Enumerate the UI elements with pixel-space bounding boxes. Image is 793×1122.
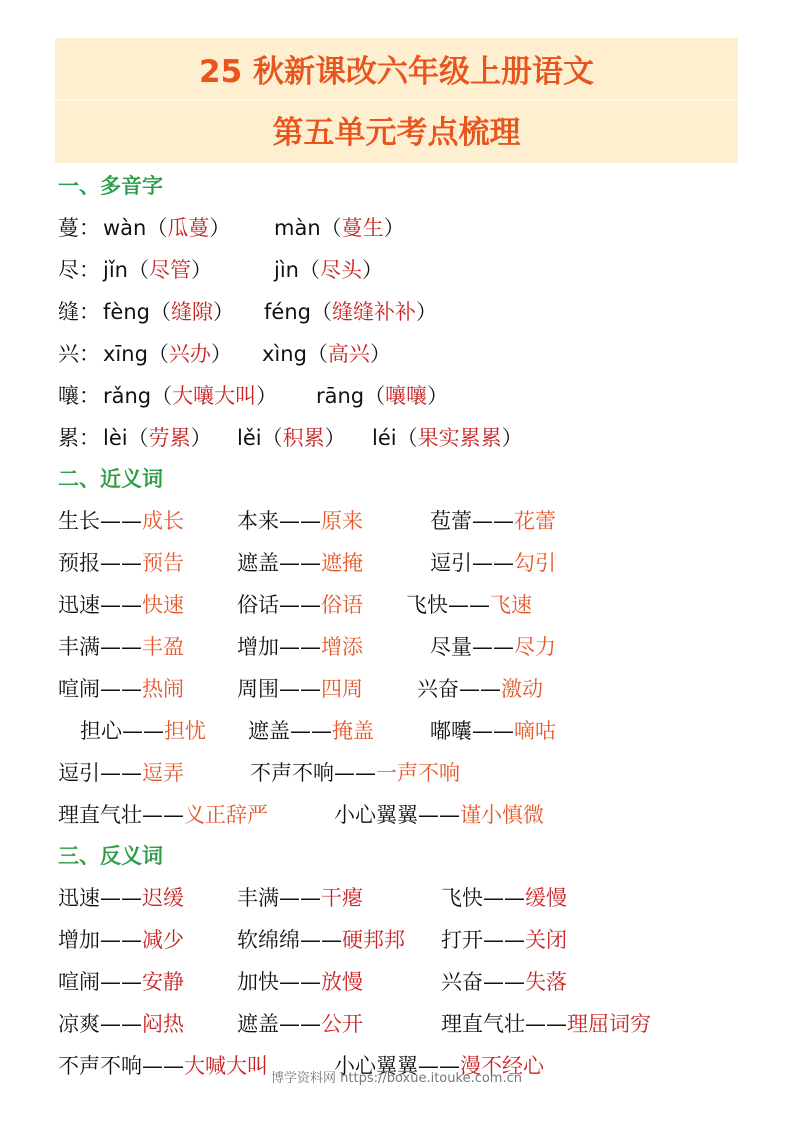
antonym-pair bbox=[441, 1010, 651, 1038]
polyphonic-char-text: 兴 bbox=[58, 342, 79, 366]
example-word: 积累 bbox=[282, 426, 325, 450]
dash: —— bbox=[100, 1012, 142, 1036]
antonym-answer: 关闭 bbox=[525, 928, 567, 952]
example-word: 缝缝补补 bbox=[331, 300, 416, 324]
antonym-answer: 理屈词穷 bbox=[567, 1012, 651, 1036]
dash: —— bbox=[100, 509, 142, 533]
polyphonic-char bbox=[58, 340, 100, 368]
paren-close: ） bbox=[209, 216, 231, 240]
antonym-pair bbox=[237, 884, 363, 912]
pinyin: rāng bbox=[316, 384, 365, 408]
dash: —— bbox=[122, 719, 164, 743]
synonym-pair bbox=[334, 801, 544, 829]
paren-close: ） bbox=[212, 300, 234, 324]
colon: ： bbox=[79, 300, 100, 324]
synonym-pair bbox=[417, 675, 543, 703]
dash: —— bbox=[142, 1054, 184, 1078]
synonym-word: 周围 bbox=[237, 677, 279, 701]
dash: —— bbox=[418, 803, 460, 827]
pinyin: féng bbox=[264, 300, 311, 324]
synonym-pair bbox=[58, 801, 268, 829]
polyphonic-reading bbox=[274, 256, 383, 284]
synonym-answer: 花蕾 bbox=[514, 509, 556, 533]
paren-open: （ bbox=[127, 426, 149, 450]
antonym-pair bbox=[237, 926, 405, 954]
synonym-pair bbox=[430, 549, 556, 577]
synonym-pair bbox=[248, 717, 374, 745]
synonym-word: 遮盖 bbox=[248, 719, 290, 743]
dash: —— bbox=[279, 551, 321, 575]
paren-open: （ bbox=[149, 300, 171, 324]
synonym-pair bbox=[58, 633, 184, 661]
antonym-pair bbox=[441, 926, 567, 954]
synonym-word: 丰满 bbox=[58, 635, 100, 659]
polyphonic-reading bbox=[103, 382, 277, 410]
paren-open: （ bbox=[127, 258, 149, 282]
antonym-word: 迅速 bbox=[58, 886, 100, 910]
synonym-answer: 谨小慎微 bbox=[460, 803, 544, 827]
antonym-word: 丰满 bbox=[237, 886, 279, 910]
synonym-word: 遮盖 bbox=[237, 551, 279, 575]
synonym-word: 小心翼翼 bbox=[334, 803, 418, 827]
synonym-pair bbox=[58, 759, 184, 787]
paren-close: ） bbox=[415, 300, 437, 324]
antonym-pair bbox=[58, 968, 184, 996]
pinyin: lèi bbox=[103, 426, 128, 450]
synonym-pair bbox=[250, 759, 460, 787]
synonym-pair bbox=[406, 591, 532, 619]
antonym-answer: 失落 bbox=[525, 970, 567, 994]
synonym-answer: 四周 bbox=[321, 677, 363, 701]
antonym-word: 喧闹 bbox=[58, 970, 100, 994]
dash: —— bbox=[100, 551, 142, 575]
colon: ： bbox=[79, 216, 100, 240]
synonym-answer: 俗语 bbox=[321, 593, 363, 617]
synonym-word: 生长 bbox=[58, 509, 100, 533]
antonym-word: 遮盖 bbox=[237, 1012, 279, 1036]
title-line-1: 25 秋新课改六年级上册语文 bbox=[199, 54, 594, 90]
paren-close: ） bbox=[427, 384, 449, 408]
antonym-answer: 干瘪 bbox=[321, 886, 363, 910]
pinyin: xìng bbox=[262, 342, 307, 366]
synonym-word: 兴奋 bbox=[417, 677, 459, 701]
paren-open: （ bbox=[151, 384, 173, 408]
dash: —— bbox=[483, 970, 525, 994]
synonym-answer: 原来 bbox=[321, 509, 363, 533]
paren-open: （ bbox=[320, 216, 342, 240]
dash: —— bbox=[483, 886, 525, 910]
antonym-pair bbox=[58, 1010, 184, 1038]
polyphonic-reading bbox=[237, 424, 346, 452]
pinyin: wàn bbox=[103, 216, 147, 240]
synonym-answer: 遮掩 bbox=[321, 551, 363, 575]
synonym-pair bbox=[58, 675, 184, 703]
example-word: 嚷嚷 bbox=[385, 384, 428, 408]
polyphonic-reading bbox=[262, 340, 391, 368]
pinyin: xīng bbox=[103, 342, 148, 366]
antonym-pair bbox=[237, 1010, 363, 1038]
paren-close: ） bbox=[210, 342, 232, 366]
example-word: 瓜蔓 bbox=[167, 216, 210, 240]
antonym-answer: 减少 bbox=[142, 928, 184, 952]
polyphonic-char-text: 嚷 bbox=[58, 384, 79, 408]
synonym-answer: 增添 bbox=[321, 635, 363, 659]
dash: —— bbox=[418, 1054, 460, 1078]
antonym-pair bbox=[441, 968, 567, 996]
paren-close: ） bbox=[383, 216, 405, 240]
pinyin: jìn bbox=[274, 258, 299, 282]
paren-open: （ bbox=[147, 342, 169, 366]
synonym-answer: 快速 bbox=[142, 593, 184, 617]
synonym-pair bbox=[430, 633, 556, 661]
title-banner bbox=[55, 38, 738, 163]
antonym-answer: 放慢 bbox=[321, 970, 363, 994]
antonym-word: 凉爽 bbox=[58, 1012, 100, 1036]
polyphonic-char-text: 尽 bbox=[58, 258, 79, 282]
dash: —— bbox=[448, 593, 490, 617]
example-word: 高兴 bbox=[327, 342, 370, 366]
synonym-pair bbox=[237, 633, 363, 661]
dash: —— bbox=[472, 635, 514, 659]
polyphonic-char-text: 缝 bbox=[58, 300, 79, 324]
synonym-pair bbox=[430, 507, 556, 535]
colon: ： bbox=[79, 384, 100, 408]
example-word: 尽管 bbox=[148, 258, 191, 282]
polyphonic-char-text: 蔓 bbox=[58, 216, 79, 240]
synonym-pair bbox=[237, 507, 363, 535]
synonym-pair bbox=[237, 675, 363, 703]
synonym-answer: 成长 bbox=[142, 509, 184, 533]
polyphonic-reading bbox=[372, 424, 523, 452]
synonym-answer: 激动 bbox=[501, 677, 543, 701]
polyphonic-reading bbox=[264, 298, 437, 326]
antonym-word: 不声不响 bbox=[58, 1054, 142, 1078]
dash: —— bbox=[142, 803, 184, 827]
synonym-answer: 一声不响 bbox=[376, 761, 460, 785]
synonym-answer: 掩盖 bbox=[332, 719, 374, 743]
polyphonic-reading bbox=[103, 340, 232, 368]
polyphonic-char bbox=[58, 256, 100, 284]
synonym-word: 逗引 bbox=[58, 761, 100, 785]
pinyin: lěi bbox=[237, 426, 262, 450]
antonym-answer: 漫不经心 bbox=[460, 1054, 544, 1078]
antonym-answer: 闷热 bbox=[142, 1012, 184, 1036]
synonym-pair bbox=[58, 549, 184, 577]
antonym-word: 加快 bbox=[237, 970, 279, 994]
synonym-answer: 嘀咕 bbox=[514, 719, 556, 743]
footer-watermark: 博学资料网 https://boxue.itouke.com.cn bbox=[271, 1071, 522, 1086]
synonym-word: 不声不响 bbox=[250, 761, 334, 785]
antonym-word: 软绵绵 bbox=[237, 928, 300, 952]
title-divider bbox=[55, 99, 738, 101]
synonym-answer: 尽力 bbox=[514, 635, 556, 659]
paren-open: （ bbox=[310, 300, 332, 324]
example-word: 尽头 bbox=[319, 258, 362, 282]
dash: —— bbox=[279, 1012, 321, 1036]
synonym-word: 增加 bbox=[237, 635, 279, 659]
synonym-answer: 担忧 bbox=[164, 719, 206, 743]
synonym-word: 迅速 bbox=[58, 593, 100, 617]
pinyin: jǐn bbox=[103, 258, 128, 282]
synonym-word: 嘟囔 bbox=[430, 719, 472, 743]
synonym-pair bbox=[80, 717, 206, 745]
antonym-answer: 迟缓 bbox=[142, 886, 184, 910]
dash: —— bbox=[279, 677, 321, 701]
polyphonic-reading bbox=[103, 214, 230, 242]
antonym-answer: 大喊大叫 bbox=[184, 1054, 268, 1078]
paren-close: ） bbox=[361, 258, 383, 282]
pinyin: léi bbox=[372, 426, 397, 450]
dash: —— bbox=[472, 509, 514, 533]
synonym-answer: 逗弄 bbox=[142, 761, 184, 785]
synonym-pair bbox=[237, 591, 363, 619]
dash: —— bbox=[300, 928, 342, 952]
synonym-answer: 预告 bbox=[142, 551, 184, 575]
antonym-answer: 硬邦邦 bbox=[342, 928, 405, 952]
synonym-pair bbox=[58, 591, 184, 619]
paren-open: （ bbox=[364, 384, 386, 408]
dash: —— bbox=[459, 677, 501, 701]
antonym-answer: 缓慢 bbox=[525, 886, 567, 910]
synonym-pair bbox=[58, 507, 184, 535]
example-word: 缝隙 bbox=[170, 300, 213, 324]
dash: —— bbox=[100, 635, 142, 659]
example-word: 兴办 bbox=[168, 342, 211, 366]
synonym-answer: 义正辞严 bbox=[184, 803, 268, 827]
antonym-answer: 安静 bbox=[142, 970, 184, 994]
antonym-pair bbox=[58, 884, 184, 912]
antonym-word: 增加 bbox=[58, 928, 100, 952]
antonym-word: 飞快 bbox=[441, 886, 483, 910]
dash: —— bbox=[279, 635, 321, 659]
section-heading-antonyms: 三、反义词 bbox=[58, 844, 163, 868]
paren-close: ） bbox=[256, 384, 278, 408]
paren-close: ） bbox=[190, 258, 212, 282]
paren-open: （ bbox=[396, 426, 418, 450]
synonym-word: 预报 bbox=[58, 551, 100, 575]
synonym-word: 逗引 bbox=[430, 551, 472, 575]
colon: ： bbox=[79, 426, 100, 450]
colon: ： bbox=[79, 258, 100, 282]
antonym-answer: 公开 bbox=[321, 1012, 363, 1036]
synonym-answer: 勾引 bbox=[514, 551, 556, 575]
antonym-word: 小心翼翼 bbox=[334, 1054, 418, 1078]
polyphonic-reading bbox=[274, 214, 405, 242]
polyphonic-reading bbox=[103, 256, 212, 284]
synonym-word: 尽量 bbox=[430, 635, 472, 659]
dash: —— bbox=[100, 677, 142, 701]
polyphonic-char bbox=[58, 382, 100, 410]
polyphonic-reading bbox=[103, 424, 212, 452]
dash: —— bbox=[483, 928, 525, 952]
section-heading-synonyms: 二、近义词 bbox=[58, 467, 163, 491]
pinyin: rǎng bbox=[103, 384, 152, 408]
pinyin: fèng bbox=[103, 300, 150, 324]
dash: —— bbox=[334, 761, 376, 785]
dash: —— bbox=[100, 761, 142, 785]
dash: —— bbox=[279, 886, 321, 910]
synonym-pair bbox=[430, 717, 556, 745]
dash: —— bbox=[290, 719, 332, 743]
polyphonic-char bbox=[58, 424, 100, 452]
polyphonic-reading bbox=[316, 382, 448, 410]
synonym-answer: 丰盈 bbox=[142, 635, 184, 659]
dash: —— bbox=[100, 928, 142, 952]
antonym-pair bbox=[58, 926, 184, 954]
pinyin: màn bbox=[274, 216, 321, 240]
example-word: 大嚷大叫 bbox=[172, 384, 257, 408]
synonym-word: 俗话 bbox=[237, 593, 279, 617]
paren-close: ） bbox=[369, 342, 391, 366]
dash: —— bbox=[525, 1012, 567, 1036]
synonym-word: 担心 bbox=[80, 719, 122, 743]
paren-open: （ bbox=[306, 342, 328, 366]
example-word: 劳累 bbox=[148, 426, 191, 450]
synonym-answer: 飞速 bbox=[490, 593, 532, 617]
paren-close: ） bbox=[501, 426, 523, 450]
dash: —— bbox=[279, 509, 321, 533]
polyphonic-char bbox=[58, 298, 100, 326]
dash: —— bbox=[472, 719, 514, 743]
synonym-word: 理直气壮 bbox=[58, 803, 142, 827]
antonym-pair bbox=[441, 884, 567, 912]
synonym-answer: 热闹 bbox=[142, 677, 184, 701]
dash: —— bbox=[279, 593, 321, 617]
example-word: 果实累累 bbox=[417, 426, 502, 450]
dash: —— bbox=[100, 593, 142, 617]
synonym-word: 本来 bbox=[237, 509, 279, 533]
synonym-word: 喧闹 bbox=[58, 677, 100, 701]
title-line-2: 第五单元考点梳理 bbox=[272, 115, 521, 151]
section-heading-polyphonic: 一、多音字 bbox=[58, 174, 163, 198]
example-word: 蔓生 bbox=[341, 216, 384, 240]
dash: —— bbox=[472, 551, 514, 575]
polyphonic-reading bbox=[103, 298, 234, 326]
dash: —— bbox=[100, 886, 142, 910]
synonym-word: 飞快 bbox=[406, 593, 448, 617]
paren-close: ） bbox=[324, 426, 346, 450]
antonym-pair bbox=[237, 968, 363, 996]
paren-open: （ bbox=[146, 216, 168, 240]
polyphonic-char bbox=[58, 214, 100, 242]
antonym-word: 兴奋 bbox=[441, 970, 483, 994]
antonym-word: 打开 bbox=[441, 928, 483, 952]
antonym-word: 理直气壮 bbox=[441, 1012, 525, 1036]
paren-open: （ bbox=[298, 258, 320, 282]
paren-open: （ bbox=[261, 426, 283, 450]
dash: —— bbox=[100, 970, 142, 994]
synonym-pair bbox=[237, 549, 363, 577]
polyphonic-char-text: 累 bbox=[58, 426, 79, 450]
paren-close: ） bbox=[190, 426, 212, 450]
colon: ： bbox=[79, 342, 100, 366]
synonym-word: 苞蕾 bbox=[430, 509, 472, 533]
dash: —— bbox=[279, 970, 321, 994]
